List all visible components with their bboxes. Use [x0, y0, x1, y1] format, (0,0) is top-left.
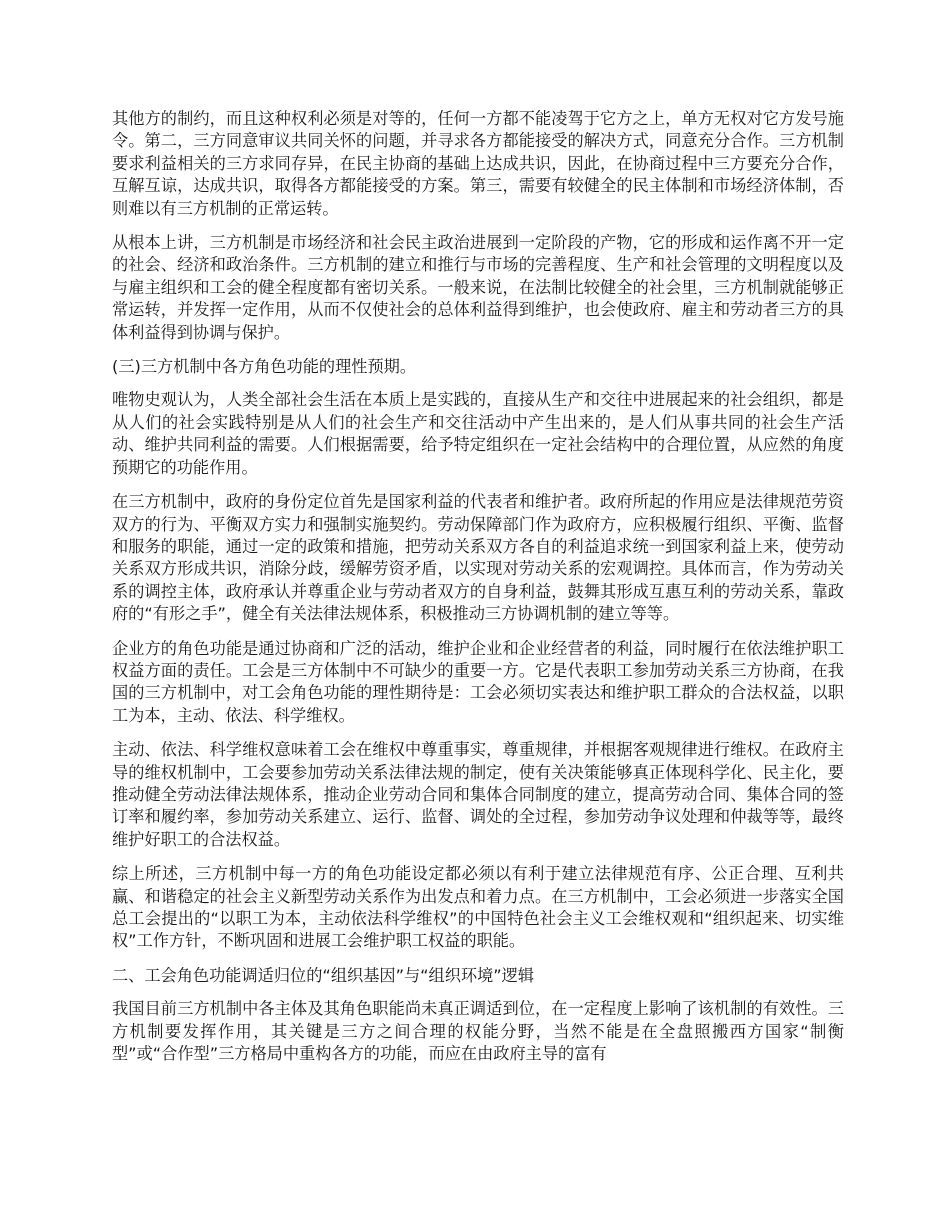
paragraph: 企业方的角色功能是通过协商和广泛的活动，维护企业和企业经营者的利益，同时履行在依法维护职工权益方面的责任。工会是三方体制中不可缺少的重要一方。它是代表职工参加劳动关系三方协商，在我国的三方机制中，对工会角色功能的理性期待是：工会必须切实表达和维护职工群众的合法权益，以职工为本，主动、依法、科学维权。: [112, 638, 844, 725]
paragraph: 我国目前三方机制中各主体及其角色职能尚未真正调适到位，在一定程度上影响了该机制的有效性。三方机制要发挥作用，其关键是三方之间合理的权能分野，当然不能是在全盘照搬西方国家“制衡型”或“合作型”三方格局中重构各方的功能，而应在由政府主导的富有: [112, 999, 844, 1064]
paragraph: 其他方的制约，而且这种权利必须是对等的，任何一方都不能凌驾于它方之上，单方无权对它方发号施令。第二，三方同意审议共同关怀的问题，并寻求各方都能接受的解决方式，同意充分合作。三方机制要求利益相关的三方求同存异，在民主协商的基础上达成共识，因此，在协商过程中三方要充分合作，互解互谅，达成共识，取得各方都能接受的方案。第三，需要有较健全的民主体制和市场经济体制，否则难以有三方机制的正常运转。: [112, 109, 844, 218]
paragraph: 从根本上讲，三方机制是市场经济和社会民主政治进展到一定阶段的产物，它的形成和运作离不开一定的社会、经济和政治条件。三方机制的建立和推行与市场的完善程度、生产和社会管理的文明程度以及与雇主组织和工会的健全程度都有密切关系。一般来说，在法制比较健全的社会里，三方机制就能够正常运转，并发挥一定作用，从而不仅使社会的总体利益得到维护，也会使政府、雇主和劳动者三方的具体利益得到协调与保护。: [112, 233, 844, 342]
document-body: [112, 108, 844, 1077]
paragraph: 在三方机制中，政府的身份定位首先是国家利益的代表者和维护者。政府所起的作用应是法律规范劳资双方的行为、平衡双方实力和强制实施契约。劳动保障部门作为政府方，应积极履行组织、平衡、监督和服务的职能，通过一定的政策和措施，把劳动关系双方各自的利益追求统一到国家利益上来，使劳动关系双方形成共识，消除分歧，缓解劳资矛盾，以实现对劳动关系的宏观调控。具体而言，作为劳动关系的调控主体，政府承认并尊重企业与劳动者双方的自身利益，鼓舞其形成互惠互利的劳动关系，靠政府的“有形之手”，健全有关法律法规体系，积极推动三方协调机制的建立等等。: [112, 492, 844, 624]
paragraph: 唯物史观认为，人类全部社会生活在本质上是实践的，直接从生产和交往中进展起来的社会组织，都是从人们的社会实践特别是从人们的社会生产和交往活动中产生出来的，是人们从事共同的社会生产活动、维护共同利益的需要。人们根据需要，给予特定组织在一定社会结构中的合理位置，从应然的角度预期它的功能作用。: [112, 390, 844, 477]
paragraph: 主动、依法、科学维权意味着工会在维权中尊重事实，尊重规律，并根据客观规律进行维权。在政府主导的维权机制中，工会要参加劳动关系法律法规的制定，使有关决策能够真正体现科学化、民主化，要推动健全劳动法律法规体系，推动企业劳动合同和集体合同制度的建立，提高劳动合同、集体合同的签订率和履约率，参加劳动关系建立、运行、监督、调处的全过程，参加劳动争议处理和仲裁等等，最终维护好职工的合法权益。: [112, 740, 844, 849]
section-heading: 二、工会角色功能调适归位的“组织基因”与“组织环境”逻辑: [112, 965, 535, 985]
section-heading: (三)三方机制中各方角色功能的理性预期。: [112, 357, 417, 377]
paragraph: 综上所述，三方机制中每一方的角色功能设定都必须以有利于建立法律规范有序、公正合理、互利共赢、和谐稳定的社会主义新型劳动关系作为出发点和着力点。在三方机制中，工会必须进一步落实全国总工会提出的“以职工为本，主动依法科学维权”的中国特色社会主义工会维权观和“组织起来、切实维权”工作方针，不断巩固和进展工会维护职工权益的职能。: [112, 864, 844, 951]
